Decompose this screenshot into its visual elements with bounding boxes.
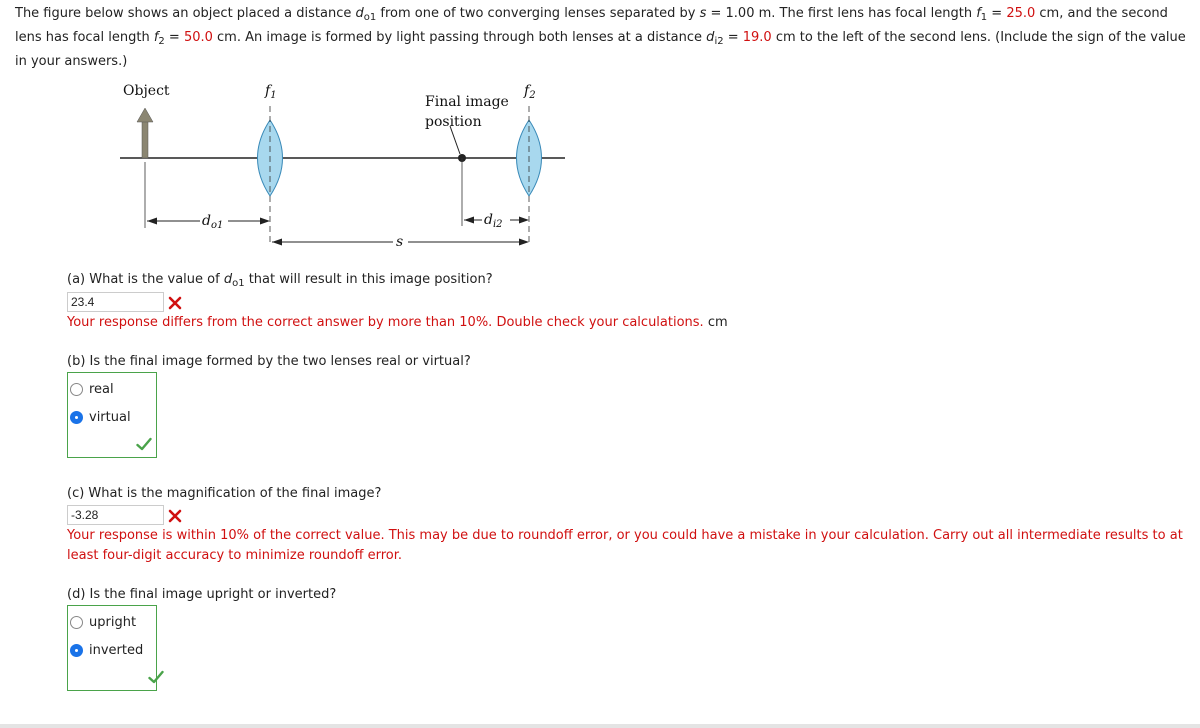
answer-c-input[interactable]: -3.28 xyxy=(67,505,164,525)
final-image-label: Final image xyxy=(425,94,509,110)
radio-upright[interactable] xyxy=(70,616,83,629)
problem-statement: The figure below shows an object placed a distance $d_{o1}$ from one of two converging lenses separated by s = 1.00 m. The first lens has focal length $f_1 = 25.0$ cm, and the second lens has focal length $f_2 = 50.0$ cm. An image is formed by light passing through both lenses at a distance $d_{i2} = 19.0$ cm to the left of the second lens. (Include the sign of the value in your answers.) xyxy=(15,6,1186,69)
answer-a-input[interactable]: 23.4 xyxy=(67,292,164,312)
correct-check-icon xyxy=(148,670,164,684)
option-upright[interactable]: upright xyxy=(70,615,136,630)
f1-label: $f_1$ xyxy=(265,83,277,101)
radio-real[interactable] xyxy=(70,383,83,396)
bottom-divider xyxy=(0,724,1200,728)
di2-label: $d_{i2}$ xyxy=(484,212,503,230)
question-d: (d) Is the final image upright or inverted? xyxy=(67,587,337,602)
option-inverted[interactable]: inverted xyxy=(70,643,143,658)
s-label: s xyxy=(396,234,404,250)
incorrect-icon xyxy=(168,296,182,310)
radio-group-d xyxy=(67,605,157,691)
correct-check-icon xyxy=(136,437,152,451)
question-a: (a) What is the value of $d_{o1}$ that will result in this image position? xyxy=(67,272,493,289)
do1-label: $d_{o1}$ xyxy=(202,213,224,231)
object-arrow xyxy=(142,120,148,158)
do1-symbol: d xyxy=(355,6,364,21)
incorrect-icon xyxy=(168,509,182,523)
feedback-c: Your response is within 10% of the correct value. This may be due to roundoff error, or you could have a mistake in your calculation. Carry out all intermediate results to at least four-digit accuracy to minimize roundoff error. xyxy=(67,528,1183,563)
question-b: (b) Is the final image formed by the two lenses real or virtual? xyxy=(67,354,471,369)
radio-inverted[interactable] xyxy=(70,644,83,657)
lens-diagram xyxy=(110,78,580,258)
question-c: (c) What is the magnification of the final image? xyxy=(67,486,382,501)
f2-label: $f_2$ xyxy=(524,83,536,101)
feedback-a: Your response differs from the correct answer by more than 10%. Double check your calculations. cm xyxy=(67,315,728,330)
option-real[interactable]: real xyxy=(70,382,114,397)
di2-value: 19.0 xyxy=(742,30,772,45)
f1-value: 25.0 xyxy=(1006,6,1036,21)
f2-value: 50.0 xyxy=(183,30,213,45)
option-virtual[interactable]: virtual xyxy=(70,410,131,425)
radio-group-b xyxy=(67,372,157,458)
radio-virtual[interactable] xyxy=(70,411,83,424)
object-label: Object xyxy=(123,83,170,99)
final-image-label-2: position xyxy=(425,114,482,130)
